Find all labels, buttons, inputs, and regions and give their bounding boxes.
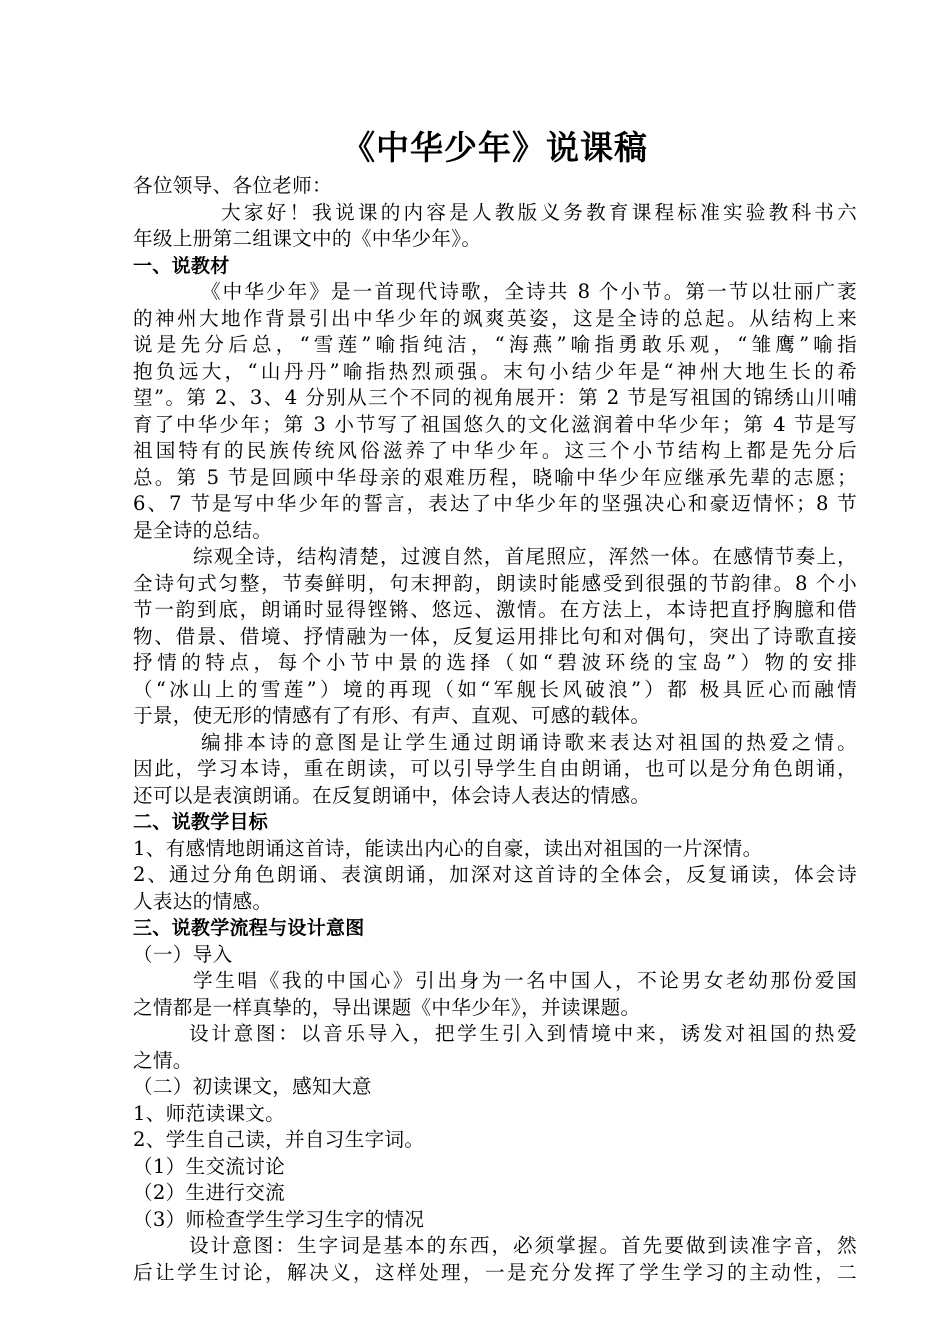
text-line: 2、学生自己读，并自习生字词。: [133, 1128, 425, 1151]
text-line: 人表达的情感。: [133, 889, 273, 913]
text-line: 于景，使无形的情感有了有形、有声、直观、可感的载体。: [133, 704, 651, 727]
text-line: 编排本诗的意图是让学生通过朗诵诗歌来表达对祖国的热爱之情。: [201, 730, 857, 754]
text-line: 祖国特有的民族传统风俗滋养了中华少年。这三个小节结构上都是先分后: [133, 439, 857, 462]
text-line: 因此，学习本诗，重在朗读，可以引导学生自由朗诵，也可以是分角色朗诵，: [133, 757, 857, 780]
text-line: （1）生交流讨论: [133, 1154, 286, 1178]
text-line: 说是先分后总，“雪莲”喻指纯洁，“海燕”喻指勇敢乐观，“雏鹰”喻指: [133, 333, 857, 356]
text-line: （一）导入: [133, 942, 233, 966]
text-line: 之情都是一样真挚的，导出课题《中华少年》，并读课题。: [133, 995, 641, 1019]
text-line: 综观全诗，结构清楚，过渡自然，首尾照应，浑然一体。在感情节奏上，: [193, 545, 857, 568]
section-heading: 一、说教材: [133, 254, 230, 277]
text-line: 抒情的特点，每个小节中景的选择（如“碧波环绕的宝岛”）物的安排: [133, 651, 857, 674]
text-line: （2）生进行交流: [133, 1181, 286, 1204]
text-line: 抱负远大，“山丹丹”喻指热烈顽强。末句小结少年是“神州大地生长的希: [133, 359, 857, 383]
text-line: 6、7 节是写中华少年的誓言，表达了中华少年的坚强决心和豪迈情怀；8 节: [133, 492, 857, 515]
text-line: 学生唱《我的中国心》引出身为一名中国人，不论男女老幼那份爱国: [193, 969, 857, 992]
document-page: [133, 125, 857, 1286]
text-line: 物、借景、借境、抒情融为一体，反复运用排比句和对偶句，突出了诗歌直接: [133, 624, 857, 648]
text-line: 1、有感情地朗诵这首诗，能读出内心的自豪，读出对祖国的一片深情。: [133, 836, 763, 860]
text-line: （“冰山上的雪莲”）境的再现（如“军舰长风破浪”）都 极具匠心而融情: [133, 677, 857, 701]
text-line: 设计意图：生字词是基本的东西，必须掌握。首先要做到读准字音，然: [189, 1234, 857, 1257]
text-line: 《中华少年》是一首现代诗歌，全诗共 8 个小节。第一节以壮丽广袤: [201, 280, 857, 303]
document-body: [133, 173, 857, 1286]
text-line: （3）师检查学生学习生字的情况: [133, 1207, 425, 1231]
text-line: 是全诗的总结。: [133, 518, 273, 542]
document-title: 《中华少年》说课稿: [342, 128, 648, 167]
text-line: 年级上册第二组课文中的《中华少年》。: [133, 227, 482, 250]
text-line: 设计意图：以音乐导入，把学生引入到情境中来，诱发对祖国的热爱: [189, 1022, 857, 1045]
text-line: 还可以是表演朗诵。在反复朗诵中，体会诗人表达的情感。: [133, 783, 651, 807]
text-line: （二）初读课文，感知大意: [133, 1075, 372, 1098]
text-line: 总。第 5 节是回顾中华母亲的艰难历程，晓喻中华少年应继承先辈的志愿；: [133, 465, 857, 489]
text-line: 各位领导、各位老师：: [133, 174, 332, 197]
text-line: 2、通过分角色朗诵、表演朗诵，加深对这首诗的全体会，反复诵读，体会诗: [133, 863, 857, 886]
text-line: 1、师范读课文。: [133, 1101, 286, 1125]
text-line: 之情。: [133, 1048, 193, 1072]
text-line: 大家好！我说课的内容是人教版义务教育课程标准实验教科书六: [221, 200, 857, 224]
text-line: 全诗句式匀整，节奏鲜明，句末押韵，朗读时能感受到很强的节韵律。8 个小: [133, 571, 857, 595]
section-heading: 三、说教学流程与设计意图: [133, 917, 365, 939]
text-line: 望”。第 2、3、4 分别从三个不同的视角展开：第 2 节是写祖国的锦绣山川哺: [133, 386, 857, 409]
text-line: 的神州大地作背景引出中华少年的飒爽英姿，这是全诗的总起。从结构上来: [133, 306, 857, 330]
text-line: 节一韵到底，朗诵时显得铿锵、悠远、激情。在方法上，本诗把直抒胸臆和借: [133, 598, 857, 621]
section-heading: 二、说教学目标: [133, 811, 269, 833]
text-line: 育了中华少年；第 3 小节写了祖国悠久的文化滋润着中华少年；第 4 节是写: [133, 412, 857, 436]
text-line: 后让学生讨论，解决义，这样处理，一是充分发挥了学生学习的主动性，二: [133, 1260, 857, 1284]
